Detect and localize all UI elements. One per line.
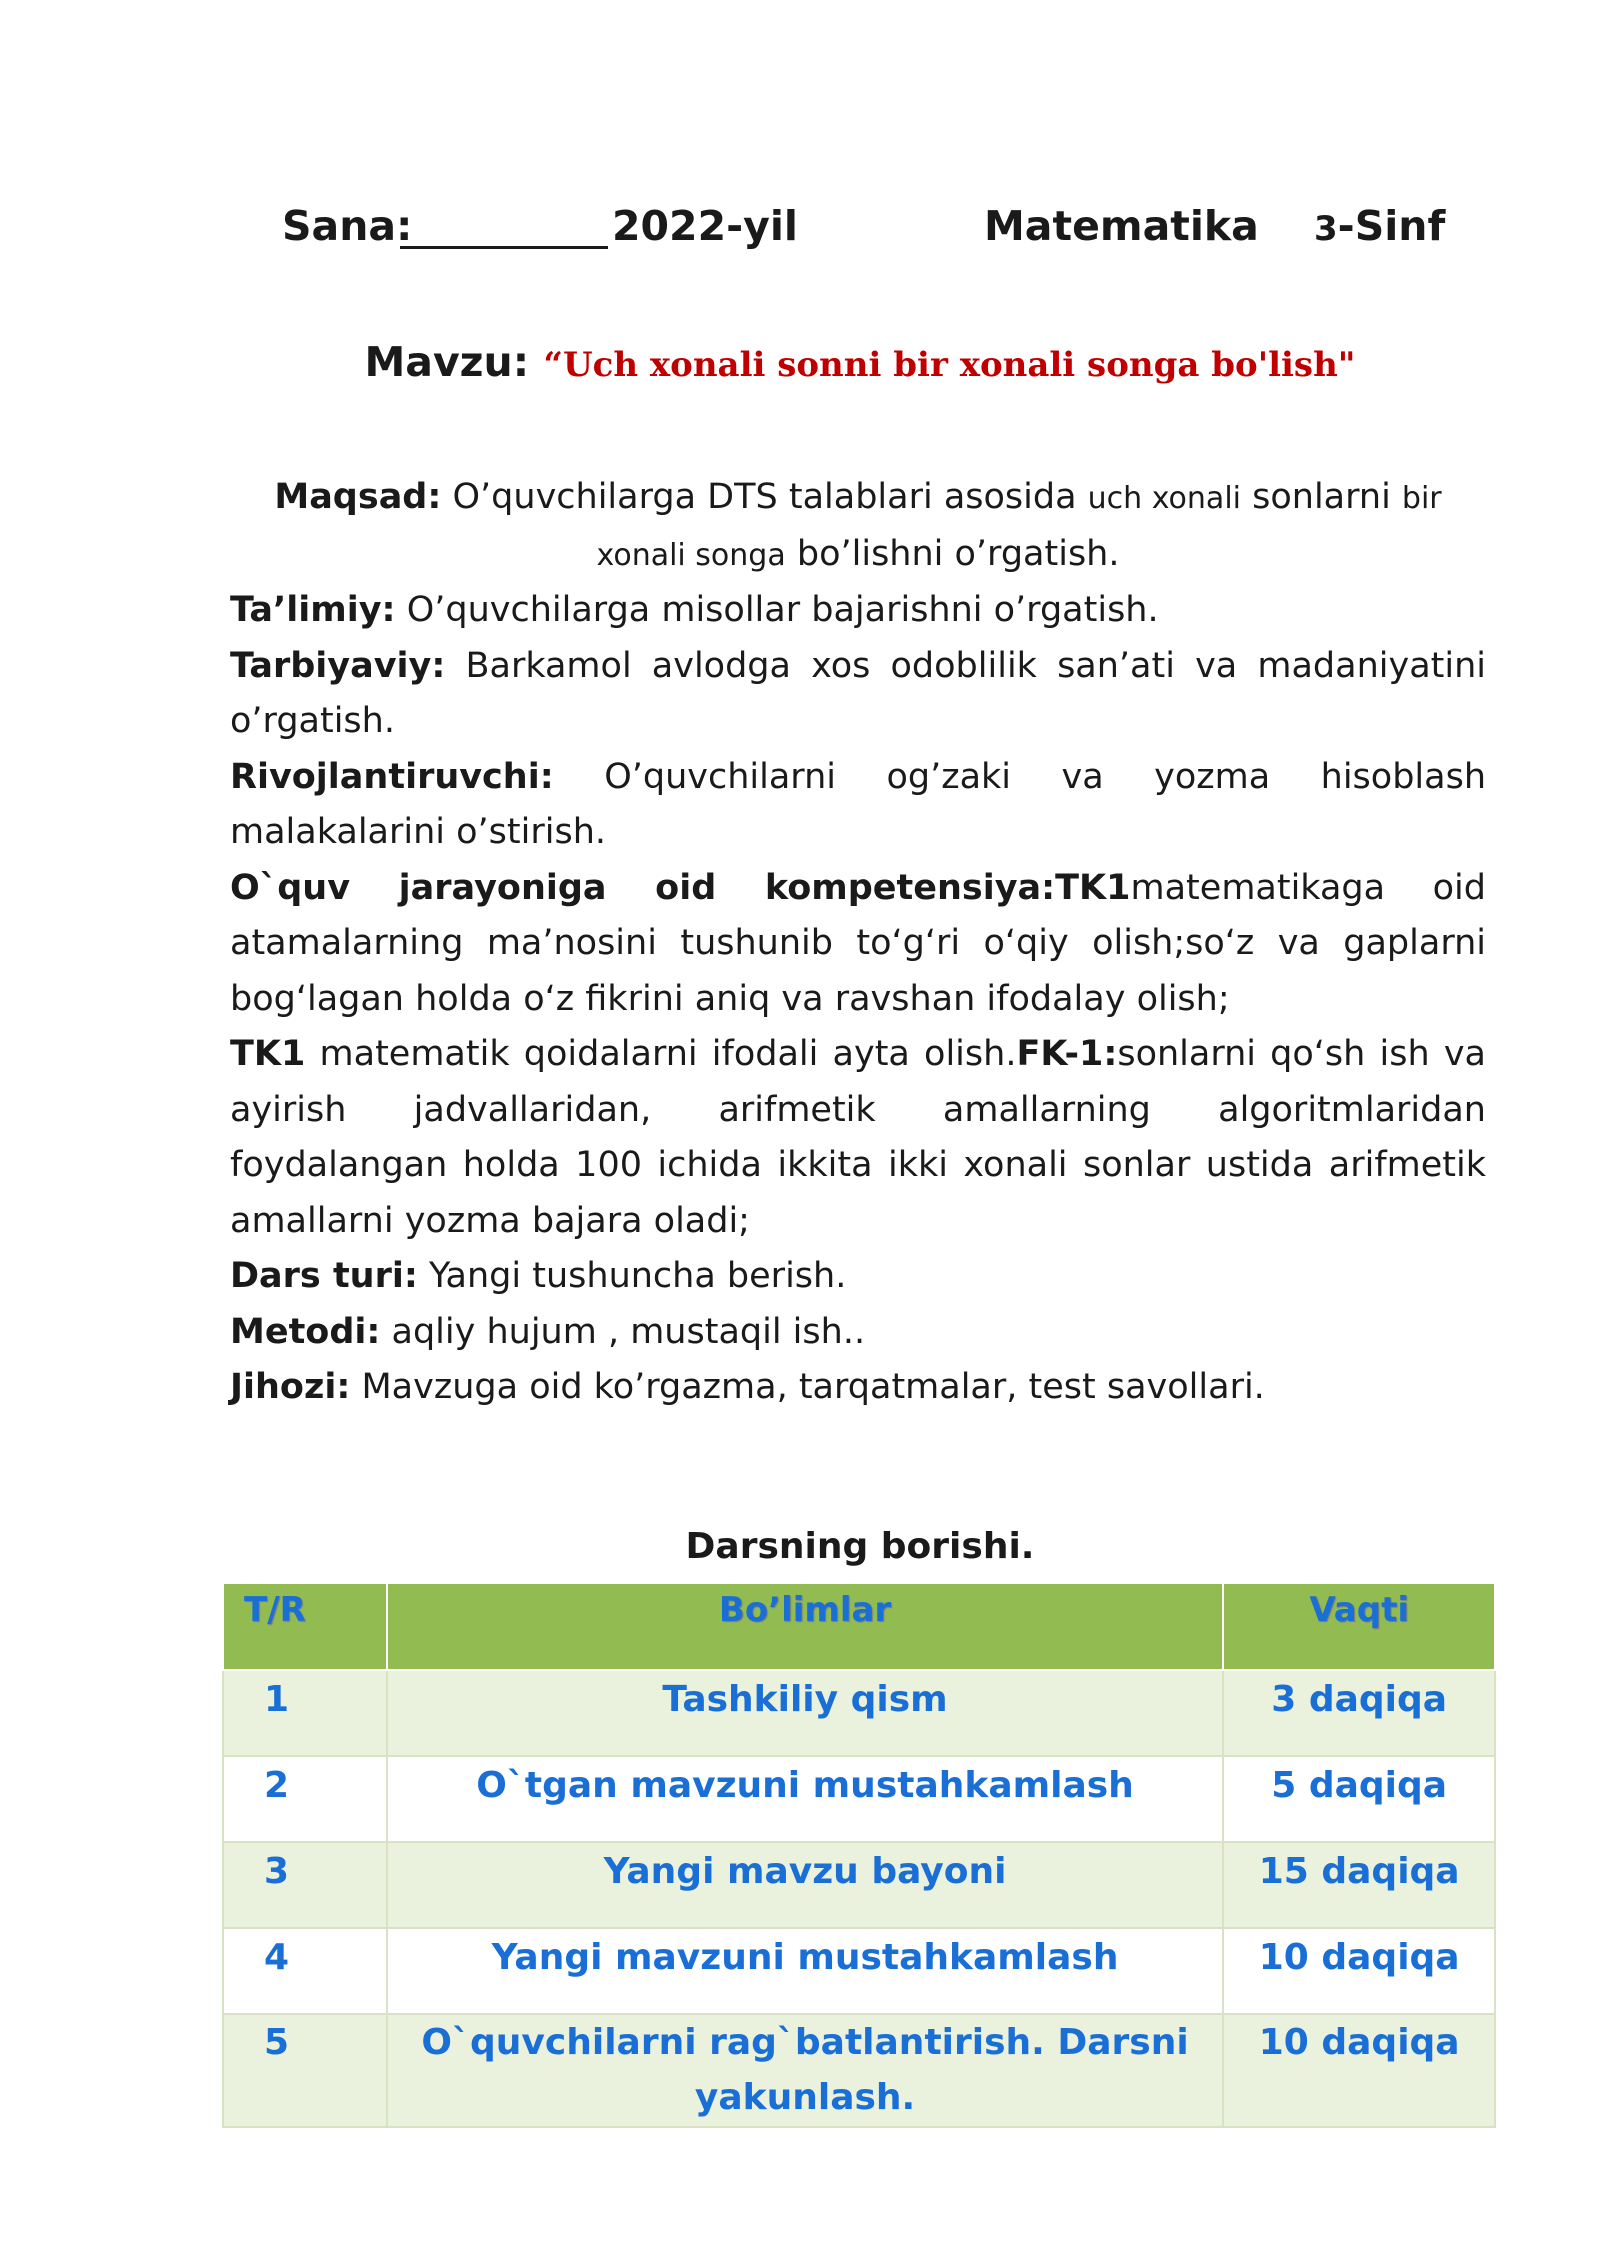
header-time: Vaqti — [1223, 1583, 1495, 1670]
date-label: Sana: — [282, 202, 413, 250]
table-row — [223, 1842, 1495, 1928]
upbringing-label: Tarbiyaviy: — [230, 645, 446, 686]
row-number: 3 — [223, 1842, 387, 1928]
row-time: 3 daqiqa — [1223, 1670, 1495, 1756]
goal-text-small-2: bir xonali songa — [596, 481, 1442, 573]
goal-text-small-1: uch xonali — [1087, 481, 1241, 516]
educational-label: Ta’limiy: — [230, 590, 396, 630]
competency-text: matematikaga oid atamalarning ma’nosini tushunib to‘g‘ri o‘qiy olish;so‘z va gaplarni bog‘lagan holda o‘z fikrini aniq va ravshan ifodalay olish; — [230, 867, 1486, 1019]
goal-text-1: O’quvchilarga DTS talablari asosida — [441, 477, 1088, 517]
row-number: 1 — [223, 1670, 387, 1756]
row-time: 10 daqiqa — [1223, 2014, 1495, 2127]
lesson-type-label: Dars turi: — [230, 1256, 418, 1296]
row-number: 4 — [223, 1928, 387, 2014]
equipment-text: Mavzuga oid ko’rgazma, tarqatmalar, test savollari. — [350, 1367, 1265, 1407]
row-time: 15 daqiqa — [1223, 1842, 1495, 1928]
table-row — [223, 1670, 1495, 1756]
developmental-label: Rivojlantiruvchi: — [230, 756, 554, 797]
row-time: 10 daqiqa — [1223, 1928, 1495, 2014]
table-row — [223, 2014, 1495, 2127]
row-time: 5 daqiqa — [1223, 1756, 1495, 1842]
upbringing-text: Barkamol avlodga xos odoblilik san’ati va madaniyatini o’rgatish. — [230, 645, 1486, 741]
row-section: Yangi mavzu bayoni — [387, 1842, 1224, 1928]
table-row — [223, 1928, 1495, 2014]
grade-label — [1314, 202, 1445, 250]
developmental-text: O’quvchilarni og’zaki va yozma hisoblash malakalarini o’stirish. — [230, 756, 1486, 852]
goal-paragraph — [230, 470, 1486, 583]
row-section: Tashkiliy qism — [387, 1670, 1224, 1756]
topic-label: Mavzu: — [364, 338, 544, 386]
grade-number: 3 — [1314, 209, 1338, 249]
competency-label: O`quv jarayoniga oid kompetensiya:TK1 — [230, 867, 1131, 908]
lesson-type-text: Yangi tushuncha berish. — [417, 1256, 847, 1296]
document-header — [282, 202, 1446, 262]
competency-paragraph — [230, 861, 1486, 1028]
developmental-paragraph — [230, 750, 1486, 861]
educational-text: O’quvchilarga misollar bajarishni o’rgatish. — [395, 590, 1159, 630]
row-number: 5 — [223, 2014, 387, 2127]
goal-text-2: sonlarni — [1240, 477, 1402, 517]
table-title: Darsning borishi. — [685, 1526, 1035, 1567]
header-number: T/R — [223, 1583, 387, 1670]
tk1-text-1: matematik qoidalarni ifodali ayta olish. — [305, 1034, 1017, 1074]
row-section: O`quvchilarni rag`batlantirish. Darsni yakunlash. — [387, 2014, 1224, 2127]
lesson-objectives — [230, 470, 1486, 1416]
header-sections: Bo’limlar — [387, 1583, 1224, 1670]
lesson-type-paragraph — [230, 1249, 1486, 1305]
lesson-topic — [0, 338, 1600, 386]
tk1-text-2: sonlarni qo‘sh ish va ayirish jadvallaridan, arifmetik amallarning algoritmlaridan foydalangan holda 100 ichida ikkita ikki xonali sonlar ustida arifmetik amallarni yozma bajara oladi; — [230, 1034, 1486, 1241]
lesson-progress-table — [222, 1582, 1496, 2128]
tk1-paragraph — [230, 1027, 1486, 1249]
row-number: 2 — [223, 1756, 387, 1842]
equipment-label: Jihozi: — [230, 1367, 351, 1407]
method-text: aqliy hujum , mustaqil ish.. — [380, 1311, 866, 1352]
subject-label: Matematika — [984, 202, 1259, 250]
educational-paragraph — [230, 583, 1486, 639]
date-blank-line — [400, 246, 608, 249]
grade-suffix: -Sinf — [1337, 202, 1446, 250]
goal-label: Maqsad: — [274, 477, 442, 517]
row-section: Yangi mavzuni mustahkamlash — [387, 1928, 1224, 2014]
tk1-label: TK1 — [230, 1034, 306, 1074]
fk1-label: FK-1: — [1016, 1034, 1118, 1074]
table-row — [223, 1756, 1495, 1842]
topic-value: “Uch xonali sonni bir xonali songa bo'lish" — [543, 345, 1356, 385]
upbringing-paragraph — [230, 639, 1486, 750]
method-paragraph — [230, 1305, 1486, 1361]
year-label: 2022-yil — [612, 202, 798, 250]
row-section: O`tgan mavzuni mustahkamlash — [387, 1756, 1224, 1842]
table-header-row — [223, 1583, 1495, 1670]
goal-text-3: bo’lishni o’rgatish. — [785, 533, 1120, 574]
equipment-paragraph — [230, 1360, 1486, 1416]
method-label: Metodi: — [230, 1311, 381, 1352]
